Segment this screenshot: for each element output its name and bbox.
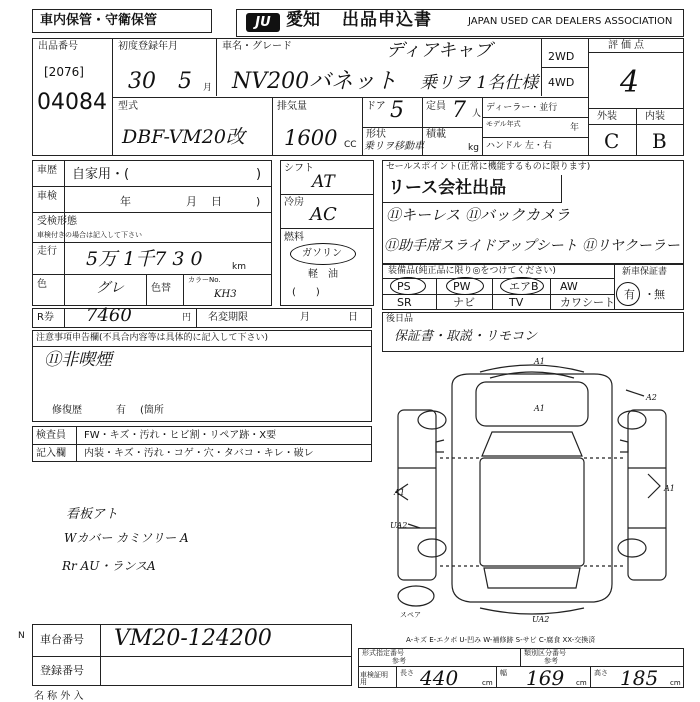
ac-label: 冷房 [284, 197, 304, 208]
divider [32, 212, 272, 213]
usage-close: ) [256, 167, 262, 182]
exterior-label: 外装 [597, 111, 617, 122]
model-year-label: モデル年式 [486, 120, 521, 128]
color-change-label: 色替 [151, 283, 171, 294]
mileage-value: 5万 1千7 3 0 [86, 248, 203, 270]
receipt-note: 車検付きの場合は記入して下さい [37, 231, 142, 239]
height-unit: cm [670, 679, 681, 687]
divider [588, 52, 684, 53]
load-label: 積載 [426, 129, 446, 140]
damage-mark-right-side: A1 [664, 484, 675, 493]
footer-partial: 名 称 外 入 [34, 691, 84, 702]
inspector-note-1: 看板アト [66, 507, 119, 522]
ju-logo-badge: JU [246, 13, 280, 32]
vehicle-name-extra: 乗リヲ 1名仕様 [420, 73, 539, 93]
displacement-unit: CC [344, 140, 357, 150]
warranty-yes: 有 [624, 288, 635, 301]
divider [482, 137, 588, 138]
divider [32, 242, 272, 243]
mileage-label: 走行 [37, 246, 57, 257]
equipment-label: 装備品(純正品に限り◎をつけてください) [388, 266, 556, 276]
divider [183, 274, 184, 306]
usage-label: 車歴 [37, 165, 57, 176]
color-label: 色 [37, 279, 47, 290]
displacement-label: 排気量 [277, 101, 307, 112]
damage-mark-hood: A1 [534, 404, 545, 413]
recycle-label: R券 [37, 312, 54, 323]
inspector-note-3: Rr AU・ランスA [62, 559, 156, 573]
inspection-month: 月日 [186, 195, 236, 208]
grade-score-label: 評価点 [608, 40, 647, 51]
divider [550, 278, 551, 310]
divider [32, 346, 372, 347]
door-value: 5 [390, 98, 404, 123]
divider [492, 278, 493, 310]
inspector-label-1: 検査員 [36, 430, 66, 441]
selling-points-line2: ⑪助手席スライドアップシート ⑪リヤクーラー [384, 238, 680, 254]
inspector-label-2: 記入欄 [36, 448, 66, 459]
repair-place: (箇所 [140, 405, 164, 416]
receipt-label: 受検形態 [37, 216, 77, 227]
divider [588, 124, 684, 125]
warranty-yes-circle [616, 282, 640, 306]
warranty-label: 新車保証書 [622, 267, 668, 277]
equipment-item: TV [509, 296, 524, 309]
notes-label: 注意事項申告欄(不具合内容等は具体的に記入して下さい) [36, 333, 269, 343]
equipment-item: カワシート [560, 296, 615, 309]
length-value: 440 [420, 666, 459, 690]
width-label: 幅 [500, 669, 507, 677]
equipment-item: SR [397, 296, 412, 309]
damage-mark-left-rear: UA2 [390, 521, 408, 530]
name-change-day: 日 [348, 312, 358, 323]
divider [590, 666, 591, 688]
usage-value: 自家用・( [72, 167, 130, 182]
repair-value: 有 [116, 405, 126, 416]
org-name: 愛知 [286, 10, 320, 30]
form-title: 出品申込書 [342, 10, 432, 30]
accessories-label: 後日品 [386, 314, 414, 324]
cert-row-label: 車検証明用 [360, 671, 388, 686]
class-label: 類別区分番号 [524, 649, 566, 657]
inspection-close: ) [256, 195, 261, 208]
shift-value: AT [312, 172, 335, 192]
divider [272, 98, 273, 156]
capacity-label: 定員 [426, 101, 446, 112]
first-reg-month-unit: 月 [203, 83, 213, 93]
divider [280, 194, 374, 195]
drive-4wd: 4WD [548, 76, 575, 89]
model-year-unit: 年 [570, 123, 580, 133]
selling-points-title: リース会社出品 [388, 178, 507, 198]
fuel-light-oil: 軽 油 [308, 269, 338, 280]
fuel-gasoline: ガソリン [302, 248, 342, 259]
divider [636, 108, 637, 156]
lot-number: 04084 [37, 90, 107, 115]
interior-grade: B [652, 129, 667, 153]
divider [280, 228, 374, 229]
association-name: JAPAN USED CAR DEALERS ASSOCIATION [468, 16, 673, 27]
first-reg-label: 初度登録年月 [118, 41, 178, 52]
exterior-grade: C [604, 129, 620, 153]
shape-value: 乗リヲ移動車 [364, 141, 424, 152]
divider [520, 648, 521, 666]
warranty-no: 無 [654, 288, 665, 301]
ac-value: AC [310, 204, 337, 225]
model-label: 型式 [118, 101, 138, 112]
load-unit: kg [468, 143, 479, 153]
recycle-value: 7460 [86, 305, 132, 326]
chassis-label: 車台番号 [40, 633, 84, 646]
divider [64, 308, 65, 328]
divider [112, 97, 588, 98]
inspection-year: 年 [120, 195, 131, 208]
length-label: 長さ [400, 669, 414, 677]
color-code-label: カラーNo. [188, 276, 221, 284]
spare-label: スペア [400, 611, 421, 619]
divider [216, 38, 217, 96]
divider [541, 67, 588, 68]
grade-score: 4 [620, 65, 640, 100]
fuel-label: 燃料 [284, 232, 304, 243]
chassis-value: VM20-124200 [114, 626, 272, 651]
divider [482, 117, 588, 118]
divider [382, 294, 614, 295]
divider [588, 38, 589, 156]
divider [32, 186, 272, 187]
divider [32, 274, 272, 275]
name-change-month: 月 [300, 312, 310, 323]
registration-label: 登録番号 [40, 664, 84, 677]
cert-label: 形式指定番号 [362, 649, 404, 657]
vehicle-name-label: 車名・グレード [222, 41, 292, 52]
selling-points-line1: ⑪キーレス ⑪バックカメラ [386, 206, 571, 224]
shape-label: 形状 [366, 129, 386, 140]
class-sub: 参考 [544, 657, 558, 665]
divider [196, 308, 197, 328]
warranty-sep: ・ [644, 288, 655, 301]
notes-block [32, 330, 372, 422]
shift-label: シフト [284, 163, 314, 174]
inspector-note-2: Wカバー カミソリー A [64, 531, 189, 545]
width-unit: cm [576, 679, 587, 687]
model-code: DBF-VM20改 [122, 126, 245, 148]
damage-mark-front: A1 [534, 357, 545, 366]
mileage-unit: km [232, 262, 246, 272]
height-value: 185 [620, 666, 659, 690]
capacity-value: 7 [452, 98, 466, 123]
first-reg-month: 5 [178, 69, 192, 94]
capacity-unit: 人 [472, 109, 482, 119]
vehicle-name: NV200バネット [232, 69, 398, 94]
door-label: ドア [366, 101, 386, 112]
divider [146, 274, 147, 306]
damage-mark-left-side: A1 [394, 488, 405, 497]
equipment-item: ナビ [453, 296, 475, 309]
damage-mark-rear: UA2 [532, 615, 550, 624]
notes-value: ⑪非喫煙 [44, 350, 112, 370]
divider [436, 278, 437, 310]
inspector-row-1: FW・キズ・汚れ・ヒビ割・リペア跡・X要 [84, 430, 277, 441]
color-code: KH3 [214, 289, 237, 300]
interior-label: 内装 [645, 111, 665, 122]
accessories-value: 保証書・取説・リモコン [394, 329, 538, 344]
divider [100, 624, 101, 686]
fuel-bracket: ( ) [292, 287, 320, 298]
pw-circle [446, 277, 484, 295]
first-reg-year: 30 [128, 69, 156, 94]
selling-points-label: セールスポイント(正常に機能するものに限ります) [386, 162, 591, 172]
equipment-item: PS [397, 280, 411, 293]
handle-label: ハンドル 左・右 [486, 141, 552, 151]
divider [396, 666, 397, 688]
width-value: 169 [526, 666, 565, 690]
lot-sub-number: [2076] [44, 65, 84, 79]
damage-mark-right-front: A2 [646, 393, 657, 402]
inspection-label: 車検 [37, 191, 57, 202]
equipment-item: AW [560, 280, 578, 293]
drive-2wd: 2WD [548, 50, 575, 63]
inspector-row-2: 内装・キズ・汚れ・コゲ・穴・タバコ・キレ・破レ [84, 448, 314, 459]
damage-legend: A-キズ E-エクボ U-凹み W-補修跡 S-サビ C-腐食 XX-交換済 [406, 636, 596, 644]
airbag-circle [500, 277, 544, 295]
divider [32, 656, 352, 657]
lot-number-label: 出品番号 [38, 41, 78, 52]
length-unit: cm [482, 679, 493, 687]
divider [362, 127, 482, 128]
displacement-value: 1600 [284, 126, 338, 150]
divider [76, 426, 77, 462]
divider [588, 108, 684, 109]
recycle-row [32, 305, 372, 328]
recycle-unit: 円 [182, 313, 192, 323]
storage-label: 車内保管・守衛保管 [40, 13, 158, 28]
edge-mark: N [18, 631, 25, 641]
cert-sub: 参考 [392, 657, 406, 665]
repair-label: 修復歴 [52, 405, 82, 416]
divider [32, 444, 372, 445]
equipment-item: エアB [509, 280, 539, 293]
color-value: グレ [96, 280, 124, 296]
vehicle-damage-diagram [380, 352, 684, 628]
equipment-item: PW [453, 280, 471, 293]
vehicle-grade-top: ディアキャブ [386, 40, 492, 61]
divider [496, 666, 497, 688]
dealer-label: ディーラー・並行 [486, 103, 558, 113]
height-label: 高さ [594, 669, 608, 677]
name-change-label: 名変期限 [208, 312, 248, 323]
divider [482, 98, 483, 156]
ps-circle [390, 277, 426, 295]
